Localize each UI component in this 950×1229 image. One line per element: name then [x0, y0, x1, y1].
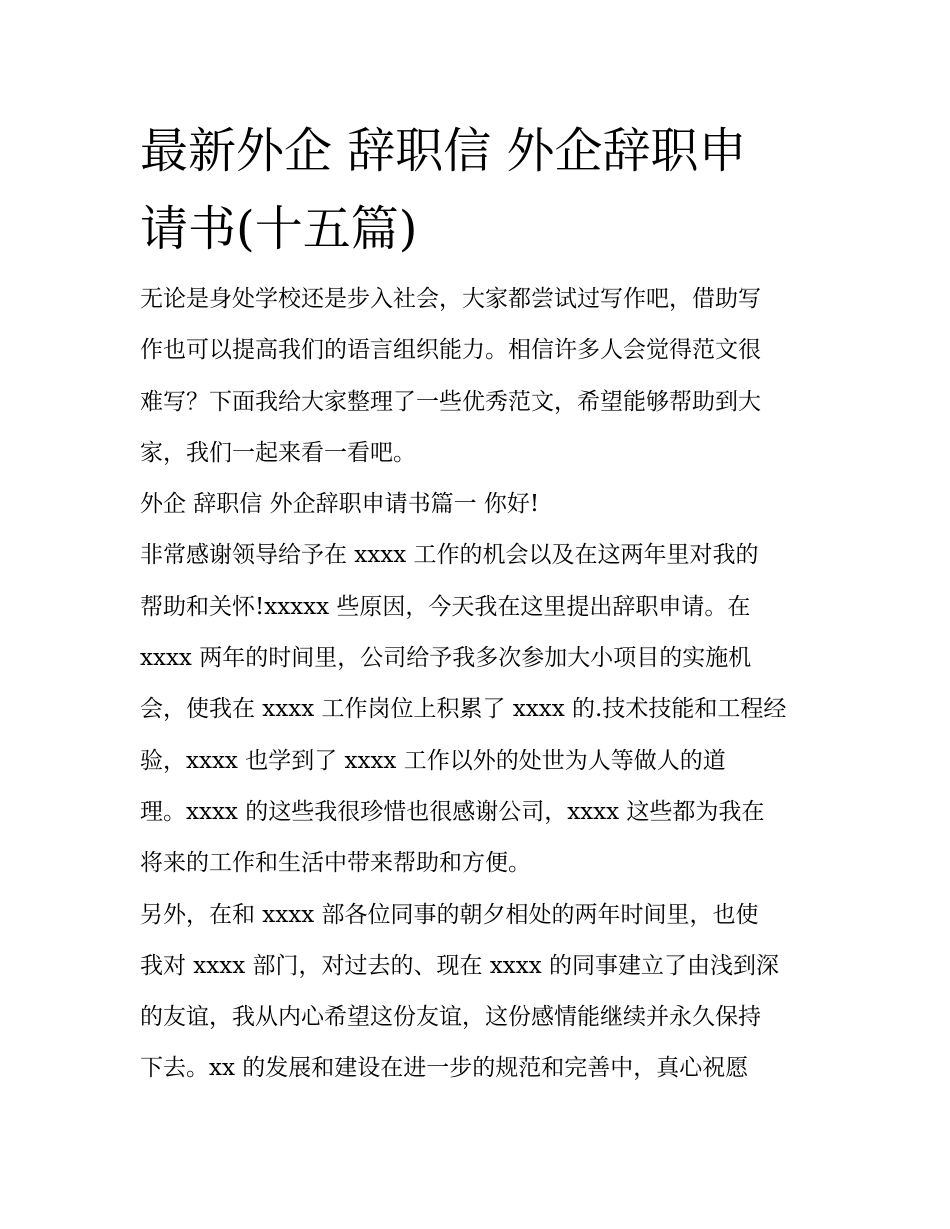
text-line: 将来的工作和生活中带来帮助和方便。	[140, 850, 531, 877]
title-line-2: 请书(十五篇)	[140, 201, 418, 257]
text-line: 作也可以提高我们的语言组织能力。相信许多人会觉得范文很	[140, 337, 761, 364]
text-line: 的友谊，我从内心希望这份友谊，这份感情能继续并永久保持	[140, 1004, 761, 1031]
text-line: 外企 辞职信 外企辞职申请书篇一 你好!	[140, 491, 540, 518]
text-line: 难写？下面我给大家整理了一些优秀范文，希望能够帮助到大	[140, 388, 761, 415]
section-heading	[140, 479, 830, 530]
body-paragraph	[140, 890, 830, 1095]
body-paragraph	[140, 530, 830, 889]
document-title	[140, 112, 820, 268]
text-line: 会，使我在 xxxx 工作岗位上积累了 xxxx 的.技术技能和工程经	[140, 696, 787, 723]
text-line: 非常感谢领导给予在 xxxx 工作的机会以及在这两年里对我的	[140, 542, 759, 569]
text-line: 理。xxxx 的这些我很珍惜也很感谢公司，xxxx 这些都为我在	[140, 798, 765, 825]
intro-paragraph	[140, 274, 830, 479]
text-line: xxxx 两年的时间里，公司给予我多次参加大小项目的实施机	[140, 645, 752, 672]
text-line: 我对 xxxx 部门，对过去的、现在 xxxx 的同事建立了由浅到深	[140, 952, 780, 979]
document-body	[140, 274, 830, 1095]
title-line-1: 最新外企 辞职信 外企辞职申	[140, 123, 747, 179]
text-line: 另外，在和 xxxx 部各位同事的朝夕相处的两年时间里，也使	[140, 901, 759, 928]
text-line: 家，我们一起来看一看吧。	[140, 439, 416, 466]
text-line: 无论是身处学校还是步入社会，大家都尝试过写作吧，借助写	[140, 286, 761, 312]
text-line: 下去。xx 的发展和建设在进一步的规范和完善中，真心祝愿	[140, 1055, 749, 1082]
text-line: 帮助和关怀!xxxxx 些原因，今天我在这里提出辞职申请。在	[140, 593, 751, 620]
text-line: 验，xxxx 也学到了 xxxx 工作以外的处世为人等做人的道	[140, 747, 726, 774]
